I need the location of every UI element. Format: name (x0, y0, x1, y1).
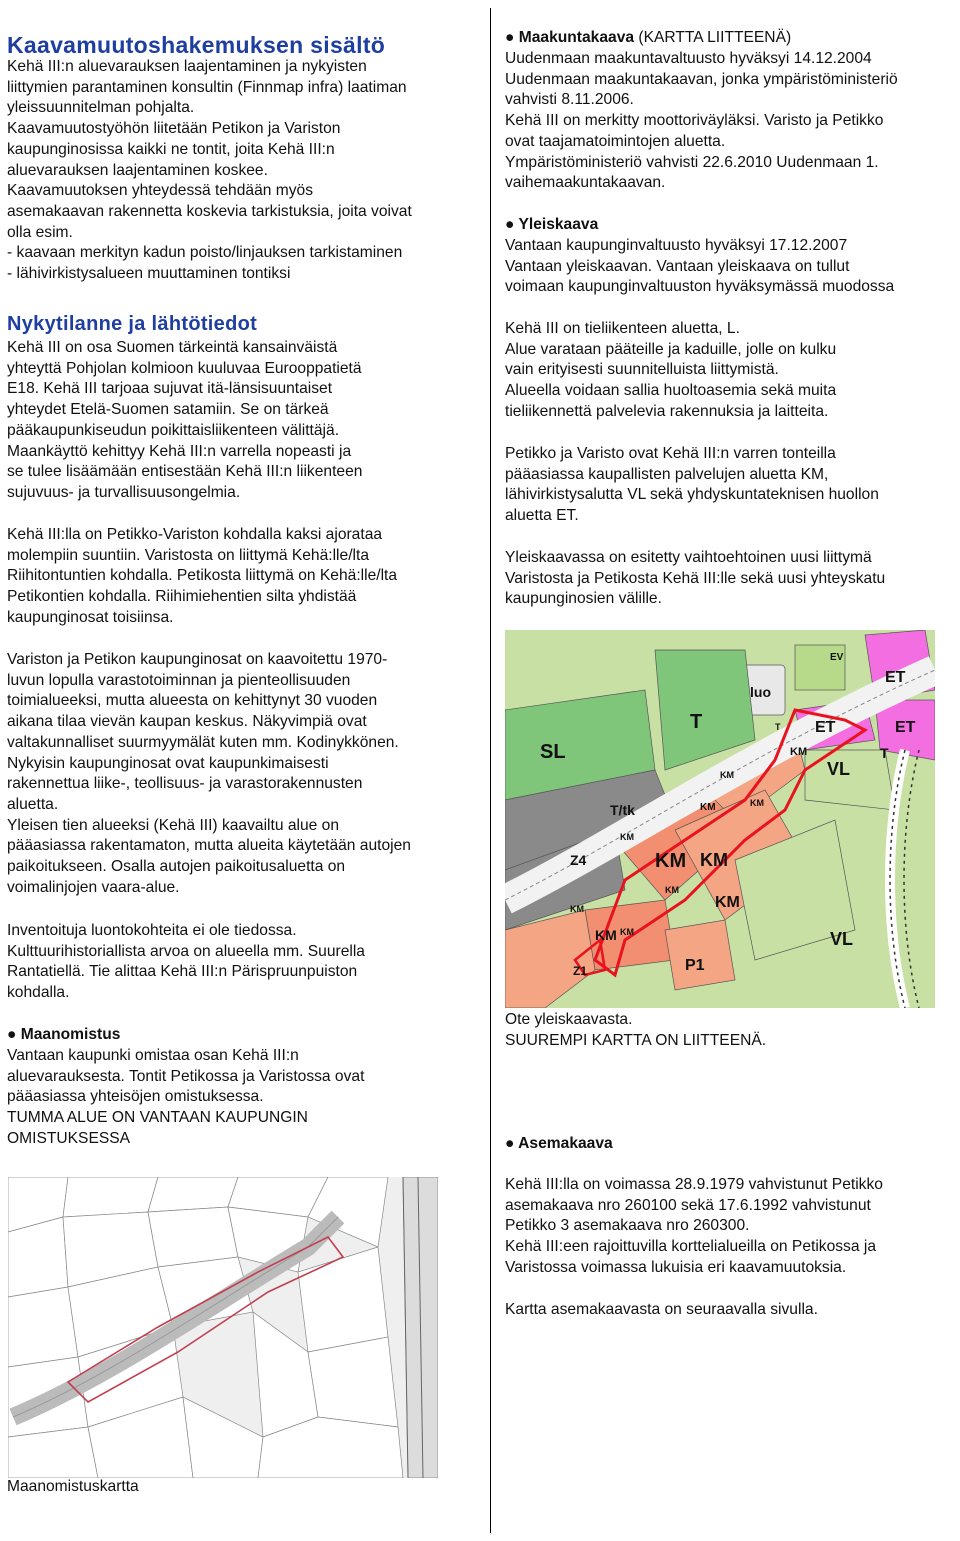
text-line: Yleisen tien alueeksi (Kehä III) kaavailtu alue on (7, 816, 339, 834)
text-line: - kaavaan merkityn kadun poisto/linjauksen tarkistaminen (7, 244, 403, 262)
map-zone-label: T (880, 745, 889, 761)
detailed-plan-note-wrap (505, 1300, 818, 1321)
master-plan-heading: ● Yleiskaava (505, 216, 599, 233)
text-line: Kehä III:een rajoittuvilla korttelialueilla on Petikossa ja (505, 1238, 876, 1256)
map-zone-label: VL (830, 929, 854, 949)
detailed-plan-heading-line (505, 1134, 613, 1155)
text-line: luvun lopulla varastotoiminnan ja pienteollisuuden (7, 671, 351, 689)
text-line: Kehä III:lla on voimassa 28.9.1979 vahvistunut Petikko (505, 1176, 883, 1193)
map-zone-label: VL (827, 759, 851, 779)
text-line: OMISTUKSESSA (7, 1129, 131, 1147)
text-line: molempiin suuntiin. Varistosta on liittymä Kehä:lle/lta (7, 546, 369, 564)
map-zone-label: KM (700, 802, 716, 813)
master-plan-map-caption (505, 1010, 766, 1051)
map-zone-label: Z1 (573, 964, 588, 978)
text-line: Kehä III:n aluevarauksen laajentaminen ja nykyisten (7, 58, 367, 75)
text-line: Yleiskaavassa on esitetty vaihtoehtoinen uusi liittymä (505, 549, 872, 566)
text-line: Kehä III on merkitty moottoriväyläksi. Varisto ja Petikko (505, 112, 884, 130)
text-line: Kehä III on osa Suomen tärkeintä kansainväistä (7, 339, 338, 356)
text-line: Nykyisin kaupunginosat ovat kaupunkimaisesti (7, 754, 329, 772)
regional-plan-heading-line (505, 28, 791, 49)
text-line: voimaan kaupunginvaltuuston hyväksymässä muodossa (505, 278, 895, 296)
text-line: Inventoituja luontokohteita ei ole tiedossa. (7, 922, 297, 939)
map-zone-label: KM (595, 927, 617, 943)
text-line: E18. Kehä III tarjoaa sujuvat itä-länsisuuntaiset (7, 380, 333, 398)
text-line: kaupunginosat toisiinsa. (7, 608, 174, 626)
text-line: aluetta ET. (505, 507, 579, 525)
ownership-section (7, 1025, 120, 1046)
ownership-heading: ● Maanomistus (7, 1026, 121, 1043)
map-zone-label: T (775, 722, 781, 732)
text-line: Kulttuurihistoriallista arvoa on alueella mm. Suurella (7, 942, 365, 960)
text-line: pääasiassa kaupallisten palvelujen aluetta KM, (505, 465, 829, 483)
text-line: Ympäristöministeriö vahvisti 22.6.2010 Uudenmaan 1. (505, 153, 879, 171)
text-line: asemakaavan rakennetta koskevia tarkistuksia, joita voivat (7, 202, 412, 220)
current-state-paragraph-1 (7, 338, 362, 504)
map-zone-label: KM (655, 850, 687, 872)
text-line: SUUREMPI KARTTA ON LIITTEENÄ. (505, 1031, 767, 1049)
detailed-plan-note: Kartta asemakaavasta on seuraavalla sivulla. (505, 1301, 818, 1318)
text-line: Petikko ja Varisto ovat Kehä III:n varren tonteilla (505, 445, 836, 462)
text-line: pääkaupunkiseudun poikittaisliikenteen välittäjä. (7, 421, 340, 439)
map-zone-label: Z4 (570, 852, 587, 868)
map-zone-label: KM (750, 798, 764, 808)
current-state-paragraph-4 (7, 921, 365, 1004)
text-line: pääasiassa rakentamaton, mutta alueita käytetään autojen (7, 837, 411, 855)
map-zone-label: P1 (685, 957, 705, 974)
map-zone-label: KM (620, 927, 634, 937)
intro-paragraph (7, 57, 412, 285)
regional-plan-heading-suffix: (KARTTA LIITTEENÄ) (634, 29, 792, 46)
master-plan-map (505, 630, 935, 1008)
text-line: olla esim. (7, 223, 73, 241)
text-line: vain erityisesti suunnitelluista liittymistä. (505, 361, 779, 379)
ownership-map-graphic (8, 1177, 438, 1478)
map-zone-label: KM (715, 894, 740, 911)
text-line: vahvisti 8.11.2006. (505, 91, 634, 109)
master-plan-paragraph-1 (505, 236, 894, 298)
text-line: voimalinjojen vaara-alue. (7, 878, 180, 896)
text-line: Kehä III on tieliikenteen aluetta, L. (505, 320, 740, 337)
master-plan-map-graphic (505, 630, 935, 1008)
master-plan-paragraph-3 (505, 444, 879, 527)
detailed-plan-paragraph (505, 1175, 883, 1279)
text-line: TUMMA ALUE ON VANTAAN KAUPUNGIN (7, 1109, 308, 1127)
map-zone-label: ET (885, 669, 906, 686)
map-zone-label: SL (540, 741, 566, 763)
column-divider (490, 8, 491, 1533)
text-line: kohdalla. (7, 984, 70, 1002)
map-zone-label: KM (700, 850, 728, 870)
text-line: Uudenmaan maakuntavaltuusto hyväksyi 14.12.2004 (505, 50, 872, 67)
text-line: toimialueeksi, mutta alueesta on kehittynyt 30 vuoden (7, 692, 378, 710)
current-state-paragraph-2 (7, 525, 397, 629)
text-line: aluetta. (7, 795, 59, 813)
map-zone-label: KM (720, 770, 734, 780)
text-line: Uudenmaan maakuntakaavan, jonka ympäristöministeriö (505, 70, 898, 88)
ownership-map-caption-wrap (7, 1477, 139, 1498)
text-line: Variston ja Petikon kaupunginosat on kaavoitettu 1970- (7, 651, 388, 668)
map-zone-label: KM (620, 832, 634, 842)
regional-plan-paragraph (505, 49, 898, 194)
text-line: pääasiassa yhteisöjen omistuksessa. (7, 1088, 264, 1106)
text-line: Ote yleiskaavasta. (505, 1011, 633, 1028)
text-line: sujuvuus- ja turvallisuusongelmia. (7, 483, 241, 501)
text-line: - lähivirkistysalueen muuttaminen tontiksi (7, 265, 291, 283)
text-line: Riihitontuntien kohdalla. Petikosta liittymä on Kehä:lle/lta (7, 567, 398, 585)
page-title: Kaavamuutoshakemuksen sisältö (7, 32, 386, 58)
text-line: Vantaan kaupunginvaltuusto hyväksyi 17.12.2007 (505, 237, 848, 254)
text-line: tieliikennettä palvelevia rakennuksia ja laitteita. (505, 402, 829, 420)
ownership-map-caption: Maanomistuskartta (7, 1478, 139, 1495)
ownership-map (8, 1177, 438, 1478)
master-plan-heading-line (505, 215, 598, 236)
text-line: yleissuunnitelman pohjalta. (7, 99, 195, 117)
text-line: Varistosta ja Petikosta Kehä III:lle sekä uusi yhteyskatu (505, 569, 886, 587)
map-zone-label: EV (830, 652, 844, 663)
text-line: Petikko 3 asemakaava nro 260300. (505, 1217, 750, 1235)
map-zone-label: luo (750, 684, 771, 700)
text-line: se tulee lisäämään entisestään Kehä III:n liikenteen (7, 463, 363, 481)
text-line: paikoitukseen. Osalla autojen paikoitusaluetta on (7, 858, 346, 876)
map-zone-label: ET (895, 719, 916, 736)
text-line: rakennettua liike-, teollisuus- ja varastorakennusten (7, 775, 363, 793)
regional-plan-heading: ● Maakuntakaava (505, 29, 635, 46)
section-title-current-state: Nykytilanne ja lähtötiedot (7, 313, 258, 335)
text-line: Alue varataan pääteille ja kaduille, jolle on kulku (505, 340, 837, 358)
text-line: aluevarauksen laajentaminen koskee. (7, 161, 268, 179)
text-line: aikana tilaa vievän kaupan keskus. Näkyvimpiä ovat (7, 713, 367, 731)
map-zone-label: T/tk (610, 802, 635, 818)
detailed-plan-heading: ● Asemakaava (505, 1135, 613, 1152)
text-line: kaupunginosien välille. (505, 590, 662, 608)
text-line: Kaavamuutoksen yhteydessä tehdään myös (7, 182, 313, 200)
text-line: lähivirkistysalutta VL sekä yhdyskuntateknisen huollon (505, 486, 879, 504)
map-zone-label: KM (570, 904, 584, 914)
map-zone-label: KM (665, 885, 679, 895)
text-line: Petikontien kohdalla. Riihimiehentien silta yhdistää (7, 588, 357, 606)
text-line: yhteydet Etelä-Suomen satamiin. Se on tärkeä (7, 401, 329, 419)
text-line: aluevarauksesta. Tontit Petikossa ja Varistossa ovat (7, 1067, 365, 1085)
master-plan-paragraph-2 (505, 319, 836, 423)
text-line: Kehä III:lla on Petikko-Variston kohdalla kaksi ajorataa (7, 526, 383, 543)
text-line: Maankäyttö kehittyy Kehä III:n varrella nopeasti ja (7, 442, 352, 460)
map-zone-label: T (690, 711, 703, 733)
text-line: Rantatiellä. Tie alittaa Kehä III:n Pärispruunpuiston (7, 963, 358, 981)
text-line: Kaavamuutostyöhön liitetään Petikon ja Variston (7, 120, 341, 138)
master-plan-paragraph-4 (505, 548, 885, 610)
text-line: Vantaan kaupunki omistaa osan Kehä III:n (7, 1047, 299, 1064)
map-zone-label: KM (790, 746, 808, 758)
text-line: Alueella voidaan sallia huoltoasemia sekä muita (505, 382, 837, 400)
text-line: ovat taajamatoimintojen aluetta. (505, 132, 726, 150)
current-state-paragraph-3 (7, 650, 411, 898)
text-line: yhteyttä Pohjolan kolmioon kuuluvaa Eurooppatietä (7, 359, 362, 377)
text-line: liittymien parantaminen konsultin (Finnmap infra) laatiman (7, 78, 407, 96)
ownership-paragraph (7, 1046, 364, 1150)
text-line: Varistossa voimassa lukuisia eri kaavamuutoksia. (505, 1258, 847, 1276)
map-zone-label: ET (815, 719, 836, 736)
text-line: valtakunnalliset suurmyymälät kuten mm. Kodinykkönen. (7, 733, 399, 751)
text-line: kaupunginosissa kaikki ne tontit, joita Kehä III:n (7, 140, 335, 158)
text-line: Vantaan yleiskaavan. Vantaan yleiskaava on tullut (505, 257, 850, 275)
text-line: vaihemaakuntakaavan. (505, 174, 666, 192)
text-line: asemakaava nro 260100 sekä 17.6.1992 vahvistunut (505, 1196, 871, 1214)
